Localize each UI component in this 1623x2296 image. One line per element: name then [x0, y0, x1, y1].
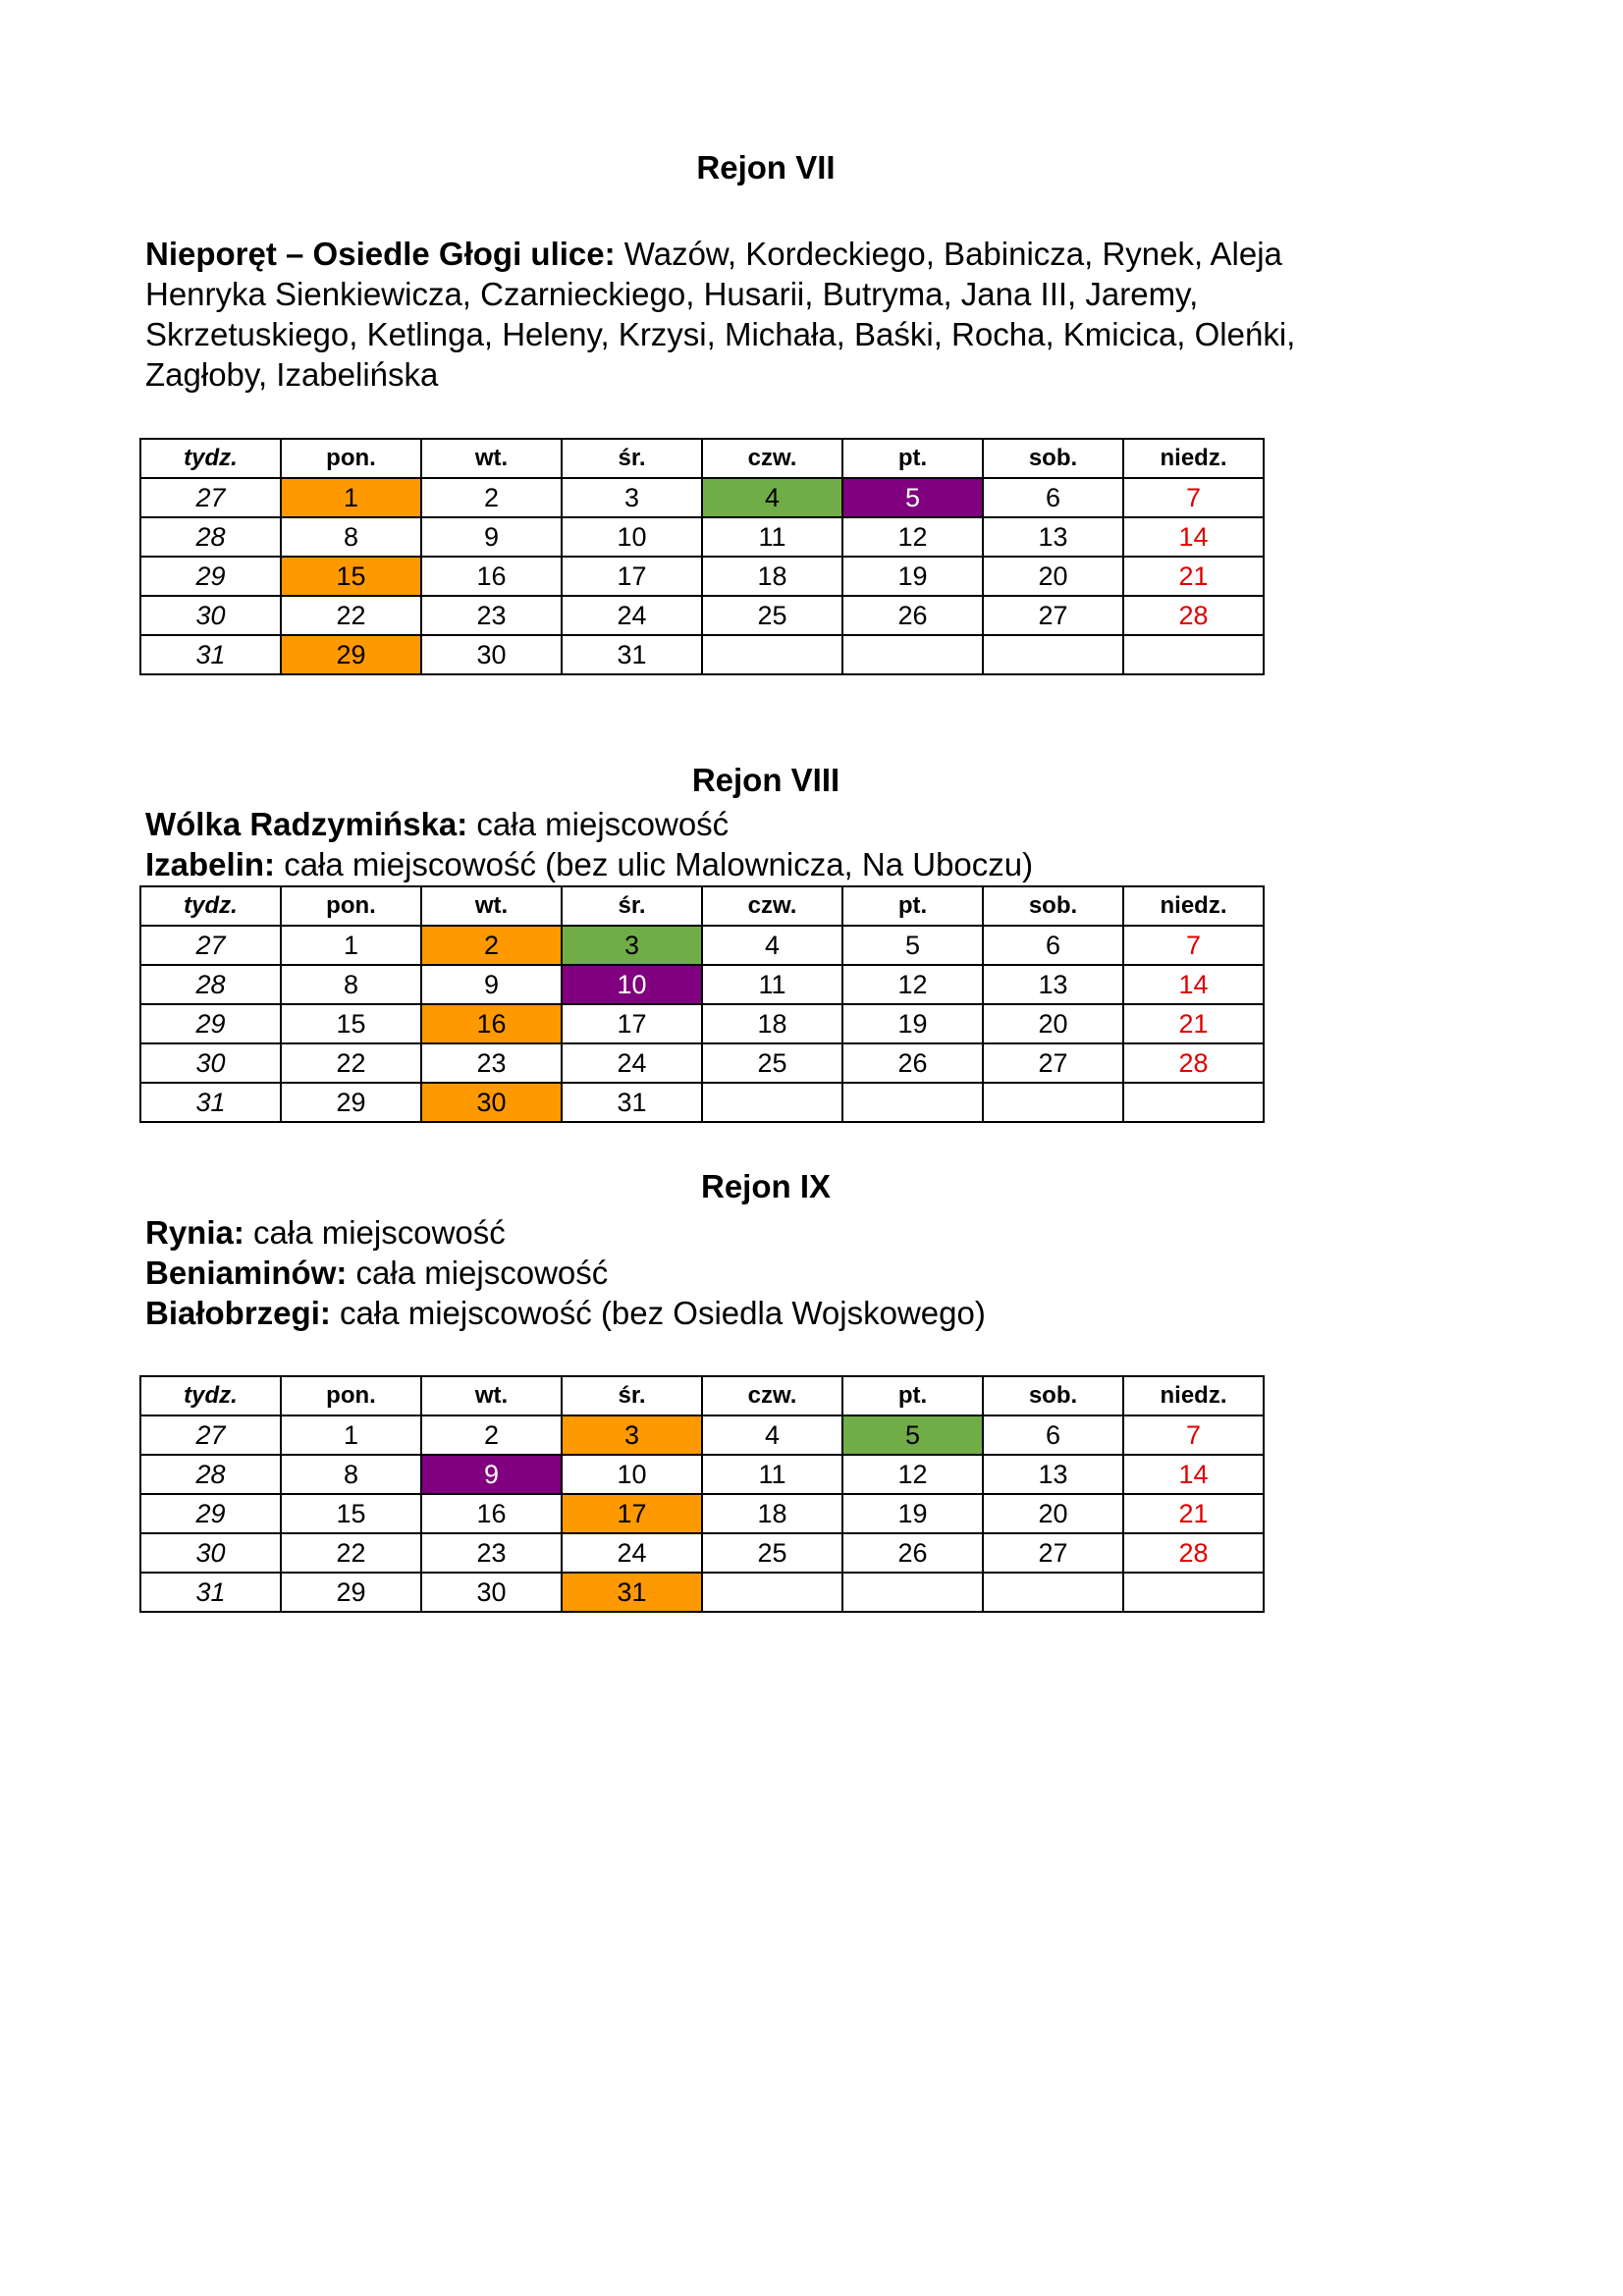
weekday-header: wt. [421, 1376, 562, 1415]
day-cell: 27 [983, 1533, 1123, 1573]
week-number-cell: 30 [140, 1533, 281, 1573]
day-cell: 27 [983, 596, 1123, 635]
day-cell: 28 [1123, 596, 1264, 635]
week-row [140, 1415, 1264, 1455]
weekday-header: pt. [842, 886, 983, 926]
day-cell: 14 [1123, 965, 1264, 1004]
region-line [145, 1212, 1353, 1253]
week-number-cell: 29 [140, 557, 281, 596]
day-cell: 18 [702, 1004, 842, 1043]
week-number-cell: 31 [140, 1083, 281, 1122]
region-description [145, 234, 1353, 395]
day-cell: 31 [562, 1083, 702, 1122]
weekday-header: niedz. [1123, 1376, 1264, 1415]
day-cell [1123, 635, 1264, 674]
day-cell: 20 [983, 557, 1123, 596]
day-cell: 15 [281, 1494, 421, 1533]
day-cell: 10 [562, 965, 702, 1004]
schedule-table [139, 885, 1265, 1123]
day-cell: 16 [421, 1494, 562, 1533]
day-cell: 16 [421, 557, 562, 596]
day-cell: 17 [562, 1004, 702, 1043]
day-cell: 4 [702, 478, 842, 517]
region-line [145, 804, 1353, 844]
week-number-cell: 28 [140, 1455, 281, 1494]
day-cell: 29 [281, 1573, 421, 1612]
week-number-cell: 27 [140, 1415, 281, 1455]
week-number-cell: 27 [140, 478, 281, 517]
week-header: tydz. [140, 886, 281, 926]
day-cell: 12 [842, 965, 983, 1004]
day-cell: 6 [983, 1415, 1123, 1455]
locality-name: Izabelin: [145, 846, 276, 882]
day-cell [702, 1083, 842, 1122]
region-title: Rejon IX [700, 1168, 832, 1204]
day-cell: 25 [702, 596, 842, 635]
day-cell: 21 [1123, 1494, 1264, 1533]
day-cell [702, 635, 842, 674]
day-cell: 10 [562, 517, 702, 557]
locality-detail: cała miejscowość (bez Osiedla Wojskowego) [330, 1295, 986, 1331]
week-header: tydz. [140, 1376, 281, 1415]
day-cell: 17 [562, 557, 702, 596]
day-cell: 9 [421, 517, 562, 557]
day-cell: 5 [842, 478, 983, 517]
region-description [145, 1212, 1353, 1333]
week-row [140, 965, 1264, 1004]
day-cell: 4 [702, 926, 842, 965]
weekday-header: niedz. [1123, 886, 1264, 926]
week-number-cell: 31 [140, 635, 281, 674]
day-cell: 6 [983, 926, 1123, 965]
locality-detail: Wazów, Kordeckiego, Babinicza, Rynek, Aleja Henryka Sienkiewicza, Czarnieckiego, Husarii, Butryma, Jana III, Jaremy, Skrzetuskiego, Ketlinga, Heleny, Krzysi, Michała, Baśki, Rocha, Kmicica, Oleńki, Zagłoby, Izabelińska [145, 236, 1296, 393]
header-row [140, 886, 1264, 926]
day-cell: 12 [842, 517, 983, 557]
locality-name: Beniaminów: [145, 1255, 348, 1291]
week-row [140, 1573, 1264, 1612]
day-cell: 1 [281, 1415, 421, 1455]
weekday-header: sob. [983, 886, 1123, 926]
day-cell: 7 [1123, 478, 1264, 517]
locality-name: Rynia: [145, 1214, 244, 1251]
day-cell: 7 [1123, 1415, 1264, 1455]
week-row [140, 635, 1264, 674]
day-cell: 15 [281, 557, 421, 596]
day-cell: 9 [421, 965, 562, 1004]
day-cell: 26 [842, 1533, 983, 1573]
week-number-cell: 30 [140, 1043, 281, 1083]
day-cell: 10 [562, 1455, 702, 1494]
day-cell: 2 [421, 926, 562, 965]
week-row [140, 1494, 1264, 1533]
week-row [140, 1004, 1264, 1043]
region-description [145, 804, 1353, 884]
day-cell: 23 [421, 1533, 562, 1573]
day-cell: 19 [842, 1004, 983, 1043]
day-cell: 24 [562, 1533, 702, 1573]
locality-name: Nieporęt – Osiedle Głogi ulice: [145, 236, 616, 272]
week-header: tydz. [140, 439, 281, 478]
locality-detail: cała miejscowość [467, 806, 730, 842]
weekday-header: śr. [562, 439, 702, 478]
day-cell: 21 [1123, 1004, 1264, 1043]
weekday-header: niedz. [1123, 439, 1264, 478]
weekday-header: pon. [281, 886, 421, 926]
day-cell: 20 [983, 1004, 1123, 1043]
day-cell: 3 [562, 926, 702, 965]
weekday-header: czw. [702, 439, 842, 478]
day-cell: 3 [562, 478, 702, 517]
locality-name: Wólka Radzymińska: [145, 806, 468, 842]
day-cell: 28 [1123, 1043, 1264, 1083]
week-row [140, 1455, 1264, 1494]
week-row [140, 926, 1264, 965]
day-cell: 11 [702, 517, 842, 557]
weekday-header: czw. [702, 1376, 842, 1415]
day-cell: 2 [421, 1415, 562, 1455]
day-cell: 12 [842, 1455, 983, 1494]
day-cell: 7 [1123, 926, 1264, 965]
day-cell: 26 [842, 1043, 983, 1083]
day-cell: 22 [281, 1043, 421, 1083]
day-cell: 13 [983, 965, 1123, 1004]
day-cell: 25 [702, 1533, 842, 1573]
day-cell: 2 [421, 478, 562, 517]
week-row [140, 596, 1264, 635]
region-line [145, 1293, 1353, 1333]
weekday-header: wt. [421, 439, 562, 478]
day-cell: 17 [562, 1494, 702, 1533]
region-line [145, 1253, 1353, 1293]
day-cell: 8 [281, 517, 421, 557]
day-cell: 1 [281, 926, 421, 965]
day-cell: 24 [562, 1043, 702, 1083]
weekday-header: pon. [281, 1376, 421, 1415]
day-cell: 22 [281, 1533, 421, 1573]
week-number-cell: 30 [140, 596, 281, 635]
day-cell: 18 [702, 1494, 842, 1533]
weekday-header: śr. [562, 886, 702, 926]
region-title: Rejon VII [696, 149, 836, 186]
weekday-header: wt. [421, 886, 562, 926]
weekday-header: pon. [281, 439, 421, 478]
schedule-table [139, 438, 1265, 675]
day-cell: 23 [421, 1043, 562, 1083]
header-row [140, 439, 1264, 478]
day-cell: 5 [842, 1415, 983, 1455]
day-cell: 23 [421, 596, 562, 635]
day-cell [842, 635, 983, 674]
day-cell: 8 [281, 1455, 421, 1494]
week-row [140, 1533, 1264, 1573]
day-cell: 31 [562, 1573, 702, 1612]
weekday-header: śr. [562, 1376, 702, 1415]
day-cell: 14 [1123, 1455, 1264, 1494]
day-cell: 24 [562, 596, 702, 635]
week-row [140, 1083, 1264, 1122]
weekday-header: pt. [842, 439, 983, 478]
week-number-cell: 31 [140, 1573, 281, 1612]
day-cell: 25 [702, 1043, 842, 1083]
day-cell: 9 [421, 1455, 562, 1494]
day-cell: 28 [1123, 1533, 1264, 1573]
week-number-cell: 29 [140, 1004, 281, 1043]
day-cell: 22 [281, 596, 421, 635]
header-row [140, 1376, 1264, 1415]
weekday-header: sob. [983, 1376, 1123, 1415]
week-row [140, 517, 1264, 557]
week-row [140, 557, 1264, 596]
region-line [145, 844, 1353, 884]
day-cell: 18 [702, 557, 842, 596]
day-cell: 30 [421, 1573, 562, 1612]
day-cell: 19 [842, 557, 983, 596]
locality-detail: cała miejscowość [347, 1255, 609, 1291]
day-cell: 26 [842, 596, 983, 635]
day-cell: 21 [1123, 557, 1264, 596]
day-cell: 30 [421, 635, 562, 674]
weekday-header: pt. [842, 1376, 983, 1415]
region-title: Rejon VIII [691, 762, 840, 798]
week-number-cell: 28 [140, 517, 281, 557]
day-cell: 29 [281, 635, 421, 674]
week-number-cell: 27 [140, 926, 281, 965]
day-cell: 8 [281, 965, 421, 1004]
day-cell: 19 [842, 1494, 983, 1533]
day-cell: 13 [983, 517, 1123, 557]
weekday-header: sob. [983, 439, 1123, 478]
day-cell: 14 [1123, 517, 1264, 557]
day-cell: 3 [562, 1415, 702, 1455]
locality-detail: cała miejscowość [243, 1214, 506, 1251]
schedule-table [139, 1375, 1265, 1613]
day-cell: 15 [281, 1004, 421, 1043]
week-number-cell: 28 [140, 965, 281, 1004]
week-row [140, 1043, 1264, 1083]
day-cell: 5 [842, 926, 983, 965]
locality-detail: cała miejscowość (bez ulic Malownicza, Na Uboczu) [275, 846, 1034, 882]
day-cell: 20 [983, 1494, 1123, 1533]
day-cell: 11 [702, 965, 842, 1004]
day-cell: 4 [702, 1415, 842, 1455]
day-cell [702, 1573, 842, 1612]
day-cell: 16 [421, 1004, 562, 1043]
day-cell: 1 [281, 478, 421, 517]
day-cell [1123, 1083, 1264, 1122]
region-line [145, 234, 1353, 395]
day-cell [1123, 1573, 1264, 1612]
week-number-cell: 29 [140, 1494, 281, 1533]
day-cell [983, 1083, 1123, 1122]
day-cell: 31 [562, 635, 702, 674]
day-cell: 30 [421, 1083, 562, 1122]
day-cell: 6 [983, 478, 1123, 517]
day-cell [983, 1573, 1123, 1612]
day-cell: 27 [983, 1043, 1123, 1083]
week-row [140, 478, 1264, 517]
day-cell: 11 [702, 1455, 842, 1494]
weekday-header: czw. [702, 886, 842, 926]
day-cell [983, 635, 1123, 674]
day-cell: 13 [983, 1455, 1123, 1494]
day-cell: 29 [281, 1083, 421, 1122]
day-cell [842, 1083, 983, 1122]
day-cell [842, 1573, 983, 1612]
locality-name: Białobrzegi: [145, 1295, 331, 1331]
